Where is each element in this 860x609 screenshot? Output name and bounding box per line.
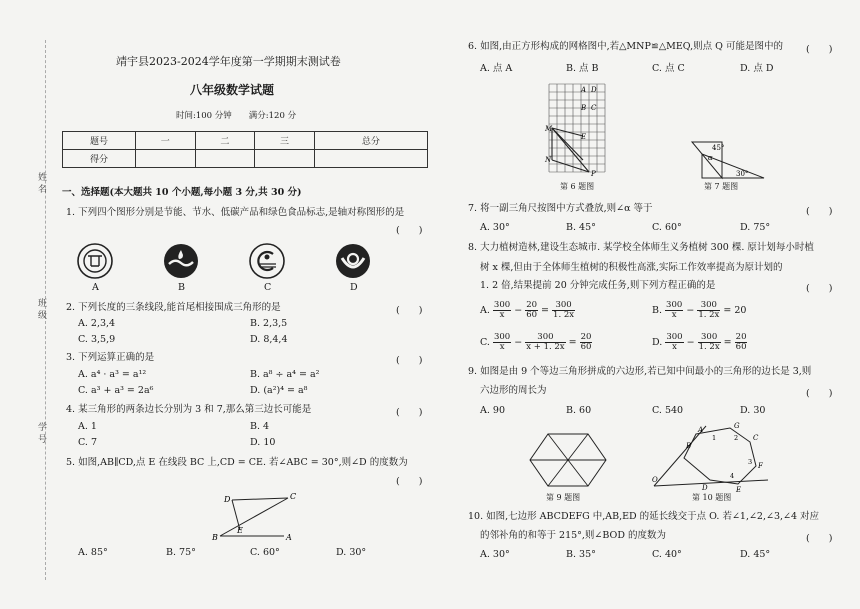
- operator: = 20: [723, 305, 747, 316]
- question-9-line2: 六边形的周长为: [480, 385, 547, 396]
- q9-caption: 第 9 题图: [546, 493, 581, 502]
- q2-option-b[interactable]: B. 2,3,5: [250, 318, 288, 329]
- operator: =: [723, 337, 732, 348]
- answer-paren[interactable]: ( ): [396, 225, 423, 236]
- fraction: [580, 333, 593, 352]
- side-label: 名: [38, 185, 48, 195]
- option-label: A.: [480, 305, 490, 316]
- score-cell[interactable]: [314, 150, 427, 168]
- question-9-line1: 9. 如图是由 9 个等边三角形拼成的六边形,若已知中间最小的三角形的边长是 3,则: [468, 366, 812, 377]
- numerator: 300: [552, 301, 575, 311]
- q7-triangle-figure: [688, 138, 768, 180]
- denominator: 60: [735, 342, 747, 352]
- q5-figure: [200, 490, 300, 542]
- answer-paren[interactable]: ( ): [396, 476, 423, 487]
- q6-label: M: [545, 125, 553, 133]
- q3-option-d[interactable]: D. (a²)⁴ = a⁸: [250, 385, 308, 396]
- q6-option-c[interactable]: C. 点 C: [652, 63, 685, 74]
- numerator: 20: [735, 332, 747, 342]
- score-header-cell: 二: [195, 132, 255, 150]
- side-label: 号: [38, 435, 48, 445]
- numerator: 300: [493, 332, 511, 342]
- section-title: 一、选择题(本大题共 10 个小题,每小题 3 分,共 30 分): [62, 187, 302, 198]
- q10-label: O: [652, 476, 658, 484]
- numerator: 20: [580, 332, 592, 342]
- q7-option-d[interactable]: D. 75°: [740, 222, 771, 233]
- score-table-header-row: [63, 132, 428, 150]
- question-2-text: 2. 下列长度的三条线段,能首尾相接围成三角形的是: [66, 302, 281, 313]
- q1-option-label: C: [264, 282, 272, 293]
- q8-option-d[interactable]: [652, 333, 747, 352]
- answer-paren[interactable]: ( ): [396, 305, 423, 316]
- q10-option-b[interactable]: B. 35°: [566, 549, 596, 560]
- denominator: x: [671, 310, 677, 320]
- fraction: [735, 333, 748, 352]
- q9-option-c[interactable]: C. 540: [652, 405, 684, 416]
- question-8-line2: 树 x 棵,但由于全体师生植树的积极性高涨,实际工作效率提高为原计划的: [480, 262, 783, 273]
- q9-option-d[interactable]: D. 30: [740, 405, 766, 416]
- water-saving-logo-icon: [162, 242, 200, 280]
- q7-caption: 第 7 题图: [704, 182, 739, 191]
- q6-label: B: [581, 104, 587, 112]
- q6-grid-figure: [545, 82, 615, 178]
- q10-option-d[interactable]: D. 45°: [740, 549, 771, 560]
- q6-option-b[interactable]: B. 点 B: [566, 63, 599, 74]
- q6-label: D: [591, 86, 597, 94]
- q5-option-c[interactable]: C. 60°: [250, 547, 280, 558]
- q2-option-c[interactable]: C. 3,5,9: [78, 334, 116, 345]
- answer-paren[interactable]: ( ): [806, 283, 833, 294]
- side-label: 姓: [38, 173, 48, 183]
- question-10-line2: 的邻补角的和等于 215°,则∠BOD 的度数为: [480, 530, 666, 541]
- answer-paren[interactable]: ( ): [806, 44, 833, 55]
- answer-paren[interactable]: ( ): [396, 407, 423, 418]
- q5-option-a[interactable]: A. 85°: [78, 547, 108, 558]
- low-carbon-logo-icon: [248, 242, 286, 280]
- q8-option-c[interactable]: [480, 333, 592, 352]
- operator: −: [686, 305, 695, 316]
- q10-heptagon-figure: [650, 418, 770, 492]
- q10-label: 1: [712, 434, 717, 442]
- side-label: 班: [38, 299, 48, 309]
- fraction: [493, 333, 511, 352]
- q7-option-a[interactable]: A. 30°: [480, 222, 510, 233]
- q7-label: α: [708, 154, 713, 162]
- denominator: 1. 2x: [698, 310, 720, 320]
- option-label: D.: [652, 337, 663, 348]
- q5-option-d[interactable]: D. 30°: [336, 547, 367, 558]
- operator: −: [514, 337, 523, 348]
- q10-label: E: [736, 486, 742, 494]
- operator: =: [568, 337, 577, 348]
- q6-caption: 第 6 题图: [560, 182, 595, 191]
- q5-option-b[interactable]: B. 75°: [166, 547, 196, 558]
- denominator: x: [499, 310, 505, 320]
- q6-label: A: [581, 86, 587, 94]
- q10-option-c[interactable]: C. 40°: [652, 549, 682, 560]
- question-3-text: 3. 下列运算正确的是: [66, 352, 155, 363]
- q9-hexagon-figure: [528, 432, 608, 488]
- q10-label: 4: [730, 472, 735, 480]
- q10-label: G: [734, 422, 740, 430]
- numerator: 300: [666, 300, 683, 310]
- q1-option-label: A: [92, 282, 99, 293]
- question-5-text: 5. 如图,AB∥CD,点 E 在线段 BC 上,CD = CE. 若∠ABC = 30°,则∠D 的度数为: [66, 457, 408, 468]
- numerator: 300: [697, 301, 720, 311]
- q2-option-a[interactable]: A. 2,3,4: [78, 318, 116, 329]
- q10-label: B: [686, 442, 692, 450]
- fraction: [698, 333, 721, 352]
- q4-option-b[interactable]: B. 4: [250, 421, 270, 432]
- question-10-line1: 10. 如图,七边形 ABCDEFG 中,AB,ED 的延长线交于点 O. 若∠1,∠2,∠3,∠4 对应: [468, 511, 820, 522]
- q7-option-b[interactable]: B. 45°: [566, 222, 596, 233]
- fraction: [665, 301, 683, 320]
- option-label: C.: [480, 337, 490, 348]
- numerator: 20: [526, 300, 538, 310]
- q9-option-a[interactable]: A. 90: [480, 405, 505, 416]
- q8-option-b[interactable]: [652, 301, 746, 320]
- denominator: x: [499, 342, 505, 352]
- denominator: x: [672, 342, 677, 352]
- answer-paren[interactable]: ( ): [806, 206, 833, 217]
- answer-paren[interactable]: ( ): [806, 533, 833, 544]
- q7-label: 45°: [712, 144, 725, 152]
- q6-label: C: [591, 104, 597, 112]
- denominator: 60: [526, 310, 538, 320]
- q1-option-label: B: [178, 282, 185, 293]
- fraction: [525, 333, 565, 352]
- fraction: [493, 301, 511, 320]
- subject-title: 八年级数学试题: [190, 83, 275, 97]
- score-cell[interactable]: [136, 150, 196, 168]
- question-7-text: 7. 将一副三角尺按图中方式叠放,则∠α 等于: [468, 203, 653, 214]
- answer-paren[interactable]: ( ): [396, 355, 423, 366]
- fraction: [697, 301, 720, 320]
- denominator: 1. 2x: [698, 342, 720, 352]
- time-info: 时间:100 分钟 满分:120 分: [176, 111, 297, 121]
- q4-option-d[interactable]: D. 10: [250, 437, 276, 448]
- q7-option-c[interactable]: C. 60°: [652, 222, 682, 233]
- q10-option-a[interactable]: A. 30°: [480, 549, 510, 560]
- q3-option-a[interactable]: A. a⁴ · a³ = a¹²: [78, 369, 147, 380]
- score-header-cell: 一: [136, 132, 196, 150]
- q10-caption: 第 10 题图: [692, 493, 732, 502]
- question-8-line3: 1. 2 倍,结果提前 20 分钟完成任务,则下列方程正确的是: [480, 280, 716, 291]
- numerator: 300: [666, 332, 683, 342]
- q5-label: C: [290, 492, 297, 501]
- numerator: 300: [698, 333, 721, 343]
- score-table: [62, 131, 428, 168]
- fraction: [552, 301, 575, 320]
- operator: −: [514, 305, 523, 316]
- q10-label: F: [758, 462, 763, 470]
- score-table-row: [63, 150, 428, 168]
- operator: −: [686, 337, 695, 348]
- question-6-text: 6. 如图,由正方形构成的网格图中,若△MNP≌△MEQ,则点 Q 可能是图中的: [468, 41, 783, 52]
- answer-paren[interactable]: ( ): [806, 388, 833, 399]
- q5-label: D: [224, 495, 231, 504]
- q4-option-a[interactable]: A. 1: [78, 421, 97, 432]
- q3-option-c[interactable]: C. a³ + a³ = 2a⁶: [78, 385, 154, 396]
- question-4-text: 4. 某三角形的两条边长分别为 3 和 7,那么第三边长可能是: [66, 404, 312, 415]
- option-label: B.: [652, 305, 663, 316]
- green-food-logo-icon: [334, 242, 372, 280]
- denominator: 1. 2x: [553, 310, 575, 320]
- q1-option-label: D: [350, 282, 358, 293]
- score-cell[interactable]: [195, 150, 255, 168]
- energy-saving-logo-icon: [76, 242, 114, 280]
- q4-option-c[interactable]: C. 7: [78, 437, 98, 448]
- q5-label: A: [286, 533, 292, 542]
- fraction: [665, 333, 683, 352]
- q8-option-a[interactable]: [480, 301, 575, 320]
- q6-label: N: [545, 156, 552, 164]
- numerator: 300: [493, 300, 511, 310]
- denominator: x + 1. 2x: [526, 342, 565, 352]
- q9-option-b[interactable]: B. 60: [566, 405, 592, 416]
- operator: =: [541, 305, 550, 316]
- q3-option-b[interactable]: B. a⁸ ÷ a⁴ = a²: [250, 369, 320, 380]
- q6-label: E: [581, 133, 587, 141]
- score-header-cell: 总分: [314, 132, 427, 150]
- score-cell[interactable]: [255, 150, 315, 168]
- q2-option-d[interactable]: D. 8,4,4: [250, 334, 288, 345]
- q10-label: C: [753, 434, 759, 442]
- score-header-cell: 三: [255, 132, 315, 150]
- score-row-label: 得分: [63, 150, 136, 168]
- q6-option-a[interactable]: A. 点 A: [480, 63, 513, 74]
- numerator: 300: [525, 333, 565, 343]
- denominator: 60: [580, 342, 592, 352]
- q10-label: 3: [748, 458, 753, 466]
- q6-label: P: [591, 170, 596, 178]
- q7-label: 30°: [736, 170, 749, 178]
- q10-label: A: [698, 426, 704, 434]
- question-8-line1: 8. 大力植树造林,建设生态城市. 某学校全体师生义务植树 300 棵. 原计划每小时植: [468, 242, 814, 253]
- q5-label: B: [212, 533, 218, 542]
- score-header-cell: 题号: [63, 132, 136, 150]
- question-1-text: 1. 下列四个图形分别是节能、节水、低碳产品和绿色食品标志,是轴对称图形的是: [66, 207, 405, 218]
- side-label: 学: [38, 423, 48, 433]
- q10-label: D: [702, 484, 708, 492]
- q6-option-d[interactable]: D. 点 D: [740, 63, 774, 74]
- side-label: 级: [38, 311, 48, 321]
- exam-title: 靖宇县2023-2024学年度第一学期期末测试卷: [116, 55, 341, 68]
- fraction: [525, 301, 538, 320]
- q5-label: E: [237, 526, 243, 535]
- q10-label: 2: [734, 434, 739, 442]
